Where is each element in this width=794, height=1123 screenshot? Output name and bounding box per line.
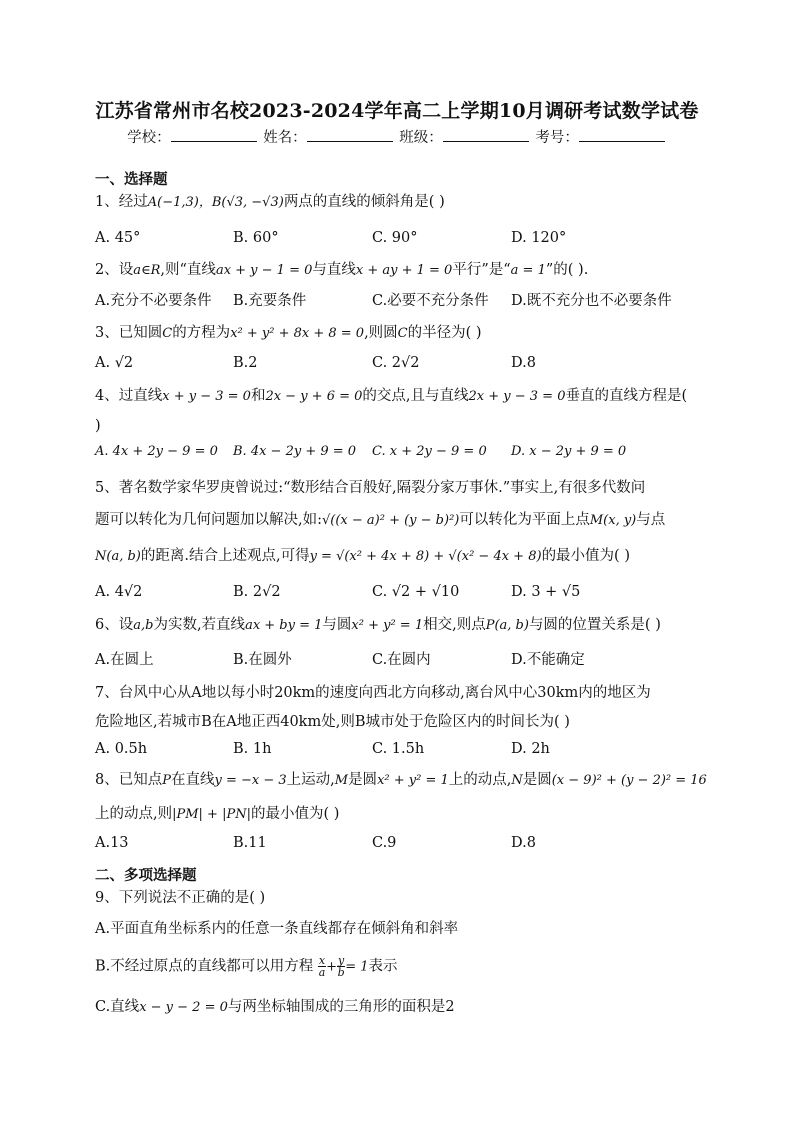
q2-text: 与直线 xyxy=(312,262,356,278)
option-d[interactable]: D.不能确定 xyxy=(511,652,585,668)
q2-math: a = 1 xyxy=(510,263,546,278)
question-3-options xyxy=(95,355,715,377)
q2-text: 2、设 xyxy=(95,262,134,278)
question-8-line-2 xyxy=(95,803,705,826)
q3-math: C xyxy=(397,326,408,341)
option-d[interactable]: D.8 xyxy=(511,835,536,851)
q8-math: P xyxy=(162,773,171,788)
question-5-line-1: 5、著名数学家华罗庚曾说过:“数形结合百般好,隔裂分家万事休.”事实上,有很多代数问 xyxy=(95,480,646,496)
q6-text: 为实数,若直线 xyxy=(153,617,246,633)
question-6-options xyxy=(95,648,715,670)
option-b[interactable]: B.2 xyxy=(233,355,258,371)
fraction-denominator: a xyxy=(318,966,326,979)
q8-text: 8、已知点 xyxy=(95,772,163,788)
q1-text: 1、经过 xyxy=(95,194,148,210)
school-label: 学校： xyxy=(127,130,171,146)
fraction-x-over-a xyxy=(318,955,326,978)
q1-math: A(−1,3) xyxy=(147,195,199,210)
q9-math: + xyxy=(326,959,337,975)
option-a[interactable]: A.在圆上 xyxy=(95,652,154,668)
q1-text: 两点的直线的倾斜角是( ) xyxy=(283,194,445,210)
exam-number-blank[interactable] xyxy=(579,129,665,142)
question-1-stem xyxy=(95,191,705,214)
question-4-options xyxy=(95,444,715,466)
q9-text: 与两坐标轴围成的三角形的面积是2 xyxy=(227,999,455,1015)
question-7-options xyxy=(95,741,715,763)
option-c[interactable] xyxy=(95,996,705,1019)
q6-math: x² + y² = 1 xyxy=(351,618,424,633)
q2-math: x + ay + 1 = 0 xyxy=(355,263,453,278)
question-5-line-3 xyxy=(95,545,705,568)
option-c[interactable]: C. 1.5h xyxy=(372,741,425,757)
question-1-options xyxy=(95,230,715,252)
student-info-line xyxy=(0,126,794,147)
fraction-numerator: x xyxy=(318,954,326,967)
q5-math: y = √(x² + 4x + 8) + √(x² − 4x + 8) xyxy=(309,549,542,564)
q4-math: 2x + y − 3 = 0 xyxy=(468,389,566,404)
q3-text: 3、已知圆 xyxy=(95,325,163,341)
q8-text: 在直线 xyxy=(170,772,215,788)
page-title: 江苏省常州市名校2023-2024学年高二上学期10月调研考试数学试卷 xyxy=(95,100,699,122)
q5-text: 与点 xyxy=(636,512,666,528)
q3-text: ,则圆 xyxy=(364,325,398,341)
option-a[interactable]: A. 4x + 2y − 9 = 0 xyxy=(95,444,218,459)
fraction-numerator: y xyxy=(338,954,345,967)
q8-text: 上的动点, xyxy=(448,772,512,788)
q4-math: 2x − y + 6 = 0 xyxy=(265,389,363,404)
option-a[interactable]: A. 4√2 xyxy=(95,584,143,600)
exam-number-label: 考号： xyxy=(535,130,579,146)
option-a[interactable]: A. √2 xyxy=(95,355,134,371)
option-c[interactable]: C.必要不充分条件 xyxy=(372,293,489,309)
question-9-stem: 9、下列说法不正确的是( ) xyxy=(95,890,266,906)
question-2-options xyxy=(95,289,715,311)
option-b[interactable] xyxy=(95,955,705,979)
q2-text: 平行”是“ xyxy=(452,262,511,278)
option-d[interactable]: D. 120° xyxy=(511,230,567,246)
question-8-line-1 xyxy=(95,769,705,792)
option-a[interactable]: A.充分不必要条件 xyxy=(95,293,212,309)
option-a[interactable]: A. 45° xyxy=(95,230,141,246)
option-b[interactable]: B. 4x − 2y + 9 = 0 xyxy=(233,444,357,459)
q5-math: N(a, b) xyxy=(95,549,141,564)
section-title: 一、选择题 xyxy=(95,171,168,188)
q5-math: M(x, y) xyxy=(589,513,637,528)
q8-text: 的最小值为( ) xyxy=(250,806,340,822)
question-3-stem xyxy=(95,322,705,345)
question-6-stem xyxy=(95,614,705,637)
option-c[interactable]: C. 2√2 xyxy=(372,355,420,371)
q9-text: C.直线 xyxy=(95,999,140,1015)
q3-text: 的半径为( ) xyxy=(407,325,482,341)
q4-text: 垂直的直线方程是( xyxy=(565,388,688,404)
question-8-options xyxy=(95,835,715,857)
q9-text: B.不经过原点的直线都可以用方程 xyxy=(95,958,314,975)
option-a[interactable]: A.13 xyxy=(95,835,129,851)
q2-math: a∈R xyxy=(133,263,161,278)
question-7-line-1: 7、台风中心从A地以每小时20km的速度向西北方向移动,离台风中心30km内的地区为 xyxy=(95,685,651,701)
question-2-stem xyxy=(95,259,705,282)
q6-text: 与圆的位置关系是( ) xyxy=(528,617,661,633)
q8-math: x² + y² = 1 xyxy=(377,773,449,788)
question-5-options xyxy=(95,584,715,606)
q9-text: 表示 xyxy=(368,958,398,975)
q6-text: 6、设 xyxy=(95,617,134,633)
option-a[interactable]: A. 0.5h xyxy=(95,741,148,757)
q8-text: 上运动, xyxy=(286,772,335,788)
q6-text: 与圆 xyxy=(322,617,352,633)
option-b[interactable]: B.充要条件 xyxy=(233,293,307,309)
option-b[interactable]: B.11 xyxy=(233,835,267,851)
option-c[interactable]: C.9 xyxy=(372,835,397,851)
option-c[interactable]: C.在圆内 xyxy=(372,652,431,668)
option-d[interactable]: D. 2h xyxy=(511,741,550,757)
q5-math: √((x − a)² + (y − b)²) xyxy=(322,513,460,528)
question-7-line-2: 危险地区,若城市B在A地正西40km处,则B城市处于危险区内的时间长为( ) xyxy=(95,714,570,730)
option-d[interactable]: D. 3 + √5 xyxy=(511,584,581,600)
q4-text: 的交点,且与直线 xyxy=(362,388,469,404)
q9-math: x − y − 2 = 0 xyxy=(139,1000,228,1015)
school-blank[interactable] xyxy=(171,129,257,142)
option-c[interactable]: C. 90° xyxy=(372,230,418,246)
name-label: 姓名： xyxy=(263,130,307,146)
q2-math: ax + y − 1 = 0 xyxy=(215,263,313,278)
class-label: 班级： xyxy=(399,130,443,146)
q3-text: 的方程为 xyxy=(172,325,231,341)
q2-text: ”的( ). xyxy=(545,262,589,278)
option-b[interactable]: B.在圆外 xyxy=(233,652,292,668)
question-5-line-2 xyxy=(95,509,705,532)
q4-text: 4、过直线 xyxy=(95,388,163,404)
q6-math: P(a, b) xyxy=(485,618,529,633)
q8-math: (x − 9)² + (y − 2)² = 16 xyxy=(551,773,707,788)
q5-text: 题可以转化为几何问题加以解决,如: xyxy=(95,512,322,528)
q9-math: = 1 xyxy=(345,959,369,975)
q6-math: ax + by = 1 xyxy=(245,618,323,633)
q8-text: 是圆 xyxy=(348,772,378,788)
q8-math: y = −x − 3 xyxy=(214,773,287,788)
option-b[interactable]: B. 2√2 xyxy=(233,584,281,600)
q8-text: 上的动点,则 xyxy=(95,806,173,822)
q5-text: 的距离.结合上述观点,可得 xyxy=(140,548,310,564)
q2-text: ,则“直线 xyxy=(160,262,216,278)
section-title: 二、多项选择题 xyxy=(95,867,197,884)
q3-math: C xyxy=(162,326,173,341)
q4-math: x + y − 3 = 0 xyxy=(162,389,251,404)
q3-math: x² + y² + 8x + 8 = 0 xyxy=(230,326,365,341)
class-blank[interactable] xyxy=(443,129,529,142)
q6-text: 相交,则点 xyxy=(423,617,486,633)
option-d[interactable]: D.8 xyxy=(511,355,536,371)
question-4-stem-cont: ) xyxy=(95,418,101,434)
q8-math: |PM| + |PN| xyxy=(172,807,251,822)
question-4-stem xyxy=(95,385,705,408)
q5-text: 可以转化为平面上点 xyxy=(459,512,590,528)
option-d[interactable]: D.既不充分也不必要条件 xyxy=(511,293,672,309)
q8-math: N xyxy=(511,773,523,788)
fraction-y-over-b xyxy=(337,955,345,978)
name-blank[interactable] xyxy=(307,129,393,142)
q8-math: M xyxy=(334,773,349,788)
option-b[interactable]: B. 60° xyxy=(233,230,279,246)
option-a[interactable]: A.平面直角坐标系内的任意一条直线都存在倾斜角和斜率 xyxy=(95,921,459,937)
q1-math: ，B(√3, −√3) xyxy=(198,195,284,210)
q6-math: a,b xyxy=(133,618,154,633)
fraction-denominator: b xyxy=(337,966,345,979)
option-b[interactable]: B. 1h xyxy=(233,741,272,757)
q8-text: 是圆 xyxy=(522,772,552,788)
option-d[interactable]: D. x − 2y + 9 = 0 xyxy=(511,444,627,459)
option-c[interactable]: C. x + 2y − 9 = 0 xyxy=(372,444,487,459)
option-c[interactable]: C. √2 + √10 xyxy=(372,584,460,600)
q5-text: 的最小值为( ) xyxy=(541,548,630,564)
q4-text: 和 xyxy=(250,388,266,404)
